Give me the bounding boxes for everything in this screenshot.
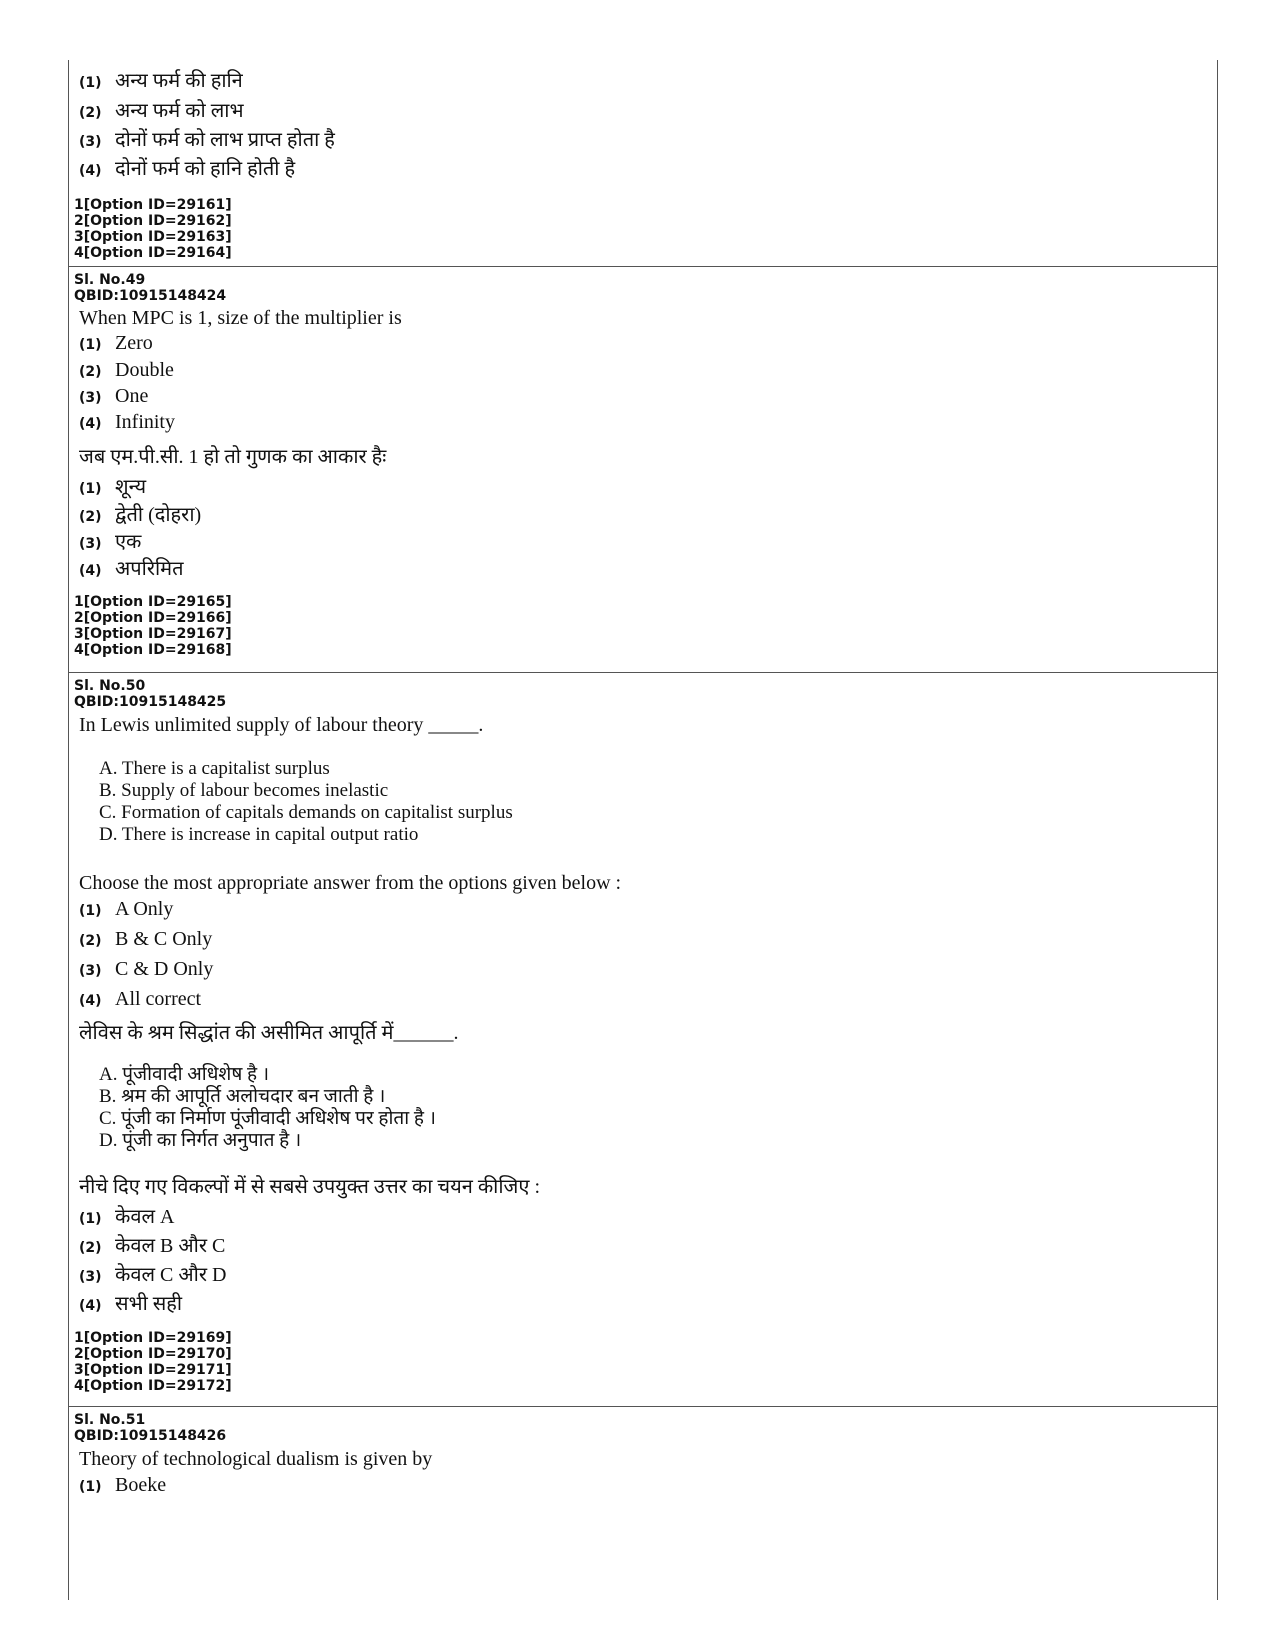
- statement: B. Supply of labour becomes inelastic: [99, 780, 389, 801]
- option-text: Zero: [115, 332, 153, 354]
- option-number: (3): [79, 536, 102, 552]
- option-number: (4): [79, 993, 102, 1009]
- statement-list-english: [99, 758, 1217, 846]
- option-text: एक: [115, 531, 142, 553]
- option-number: (1): [79, 337, 102, 353]
- option: [79, 1260, 1217, 1289]
- option: [79, 1231, 1217, 1260]
- option-number: (1): [79, 1211, 102, 1227]
- option-number: (4): [79, 416, 102, 432]
- option: [79, 359, 1217, 385]
- statement: C. Formation of capitals demands on capitalist surplus: [99, 802, 513, 823]
- question-paper-page: [68, 60, 1218, 1600]
- option-text: B & C Only: [115, 928, 213, 950]
- qbid: QBID:10915148426: [74, 1428, 227, 1444]
- statement-list-hindi: [99, 1064, 1217, 1152]
- option-text: Infinity: [115, 411, 175, 433]
- serial-number: Sl. No.49: [74, 272, 146, 288]
- option-id-list: [74, 197, 1217, 261]
- option-id-list: [74, 1330, 1217, 1394]
- question-text-english: When MPC is 1, size of the multiplier is: [79, 307, 402, 329]
- statement: A. There is a capitalist surplus: [99, 758, 330, 779]
- option-number: (3): [79, 1269, 102, 1285]
- option-number: (3): [79, 390, 102, 406]
- option: [79, 154, 1217, 186]
- option-id: 4[Option ID=29168]: [74, 642, 232, 658]
- option-text: केवल A: [115, 1206, 175, 1228]
- option: [79, 1202, 1217, 1231]
- option-text: दोनों फर्म को लाभ प्राप्त होता है: [115, 129, 335, 151]
- option: [79, 988, 1217, 1018]
- option: [79, 527, 1217, 554]
- question-text-hindi: लेविस के श्रम सिद्धांत की असीमित आपूर्ति में______.: [79, 1022, 459, 1044]
- option-text: C & D Only: [115, 958, 214, 980]
- question-48-block: [69, 60, 1217, 267]
- option-id: 3[Option ID=29167]: [74, 626, 232, 642]
- option-text: A Only: [115, 898, 174, 920]
- option-number: (1): [79, 481, 102, 497]
- option-text: सभी सही: [115, 1293, 183, 1315]
- option: [79, 332, 1217, 359]
- option: [79, 125, 1217, 154]
- option: [79, 958, 1217, 988]
- option-id: 3[Option ID=29163]: [74, 229, 232, 245]
- option-text: Double: [115, 359, 174, 381]
- option-text: केवल B और C: [115, 1235, 226, 1257]
- serial-number: Sl. No.51: [74, 1412, 146, 1428]
- statement: D. पूंजी का निर्गत अनुपात है ।: [99, 1130, 302, 1151]
- option-text: अन्य फर्म की हानि: [115, 70, 243, 92]
- option-text: द्वेती (दोहरा): [115, 504, 202, 526]
- option-text: दोनों फर्म को हानि होती है: [115, 158, 296, 180]
- qbid: QBID:10915148424: [74, 288, 227, 304]
- qbid: QBID:10915148425: [74, 694, 227, 710]
- option-id: 4[Option ID=29172]: [74, 1378, 232, 1394]
- option: [79, 1474, 1217, 1504]
- option-number: (4): [79, 563, 102, 579]
- statement: D. There is increase in capital output ratio: [99, 824, 419, 845]
- option: [79, 1289, 1217, 1318]
- option-number: (2): [79, 1240, 102, 1256]
- option-number: (2): [79, 933, 102, 949]
- option-id: 1[Option ID=29161]: [74, 197, 232, 213]
- question-49-block: [69, 267, 1217, 673]
- statement: A. पूंजीवादी अधिशेष है ।: [99, 1064, 270, 1085]
- option-id: 2[Option ID=29162]: [74, 213, 232, 229]
- statement: C. पूंजी का निर्माण पूंजीवादी अधिशेष पर होता है ।: [99, 1108, 436, 1129]
- option: [79, 385, 1217, 411]
- option-id: 1[Option ID=29165]: [74, 594, 232, 610]
- option-number: (2): [79, 105, 102, 121]
- option: [79, 472, 1217, 500]
- option: [79, 411, 1217, 442]
- option: [79, 554, 1217, 584]
- option: [79, 928, 1217, 958]
- option-text: शून्य: [115, 476, 147, 498]
- option-text: One: [115, 385, 149, 407]
- option-text: अपरिमित: [115, 558, 184, 580]
- option-text: Boeke: [115, 1474, 167, 1496]
- question-text-hindi: जब एम.पी.सी. 1 हो तो गुणक का आकार हैः: [79, 446, 387, 468]
- option-id: 2[Option ID=29166]: [74, 610, 232, 626]
- option: [79, 500, 1217, 527]
- option-id: 2[Option ID=29170]: [74, 1346, 232, 1362]
- option-number: (4): [79, 1298, 102, 1314]
- instruction-english: Choose the most appropriate answer from the options given below :: [79, 872, 622, 894]
- option-number: (4): [79, 163, 102, 179]
- statement: B. श्रम की आपूर्ति अलोचदार बन जाती है ।: [99, 1086, 386, 1107]
- option-id: 1[Option ID=29169]: [74, 1330, 232, 1346]
- option-number: (3): [79, 134, 102, 150]
- option-text: अन्य फर्म को लाभ: [115, 100, 244, 122]
- option-number: (1): [79, 903, 102, 919]
- question-50-block: [69, 673, 1217, 1407]
- option-number: (1): [79, 1479, 102, 1495]
- question-text-english: Theory of technological dualism is given by: [79, 1448, 433, 1470]
- option-text: केवल C और D: [115, 1264, 227, 1286]
- serial-number: Sl. No.50: [74, 678, 146, 694]
- option-number: (2): [79, 364, 102, 380]
- option-number: (3): [79, 963, 102, 979]
- option-id: 4[Option ID=29164]: [74, 245, 232, 261]
- option: [79, 96, 1217, 125]
- option-id: 3[Option ID=29171]: [74, 1362, 232, 1378]
- question-51-block: [69, 1407, 1217, 1504]
- option-id-list: [74, 594, 1217, 658]
- option-number: (1): [79, 75, 102, 91]
- question-text-english: In Lewis unlimited supply of labour theory _____.: [79, 714, 484, 736]
- option-number: (2): [79, 509, 102, 525]
- option: [79, 66, 1217, 96]
- instruction-hindi: नीचे दिए गए विकल्पों में से सबसे उपयुक्त उत्तर का चयन कीजिए :: [79, 1176, 540, 1198]
- option: [79, 898, 1217, 928]
- option-text: All correct: [115, 988, 202, 1010]
